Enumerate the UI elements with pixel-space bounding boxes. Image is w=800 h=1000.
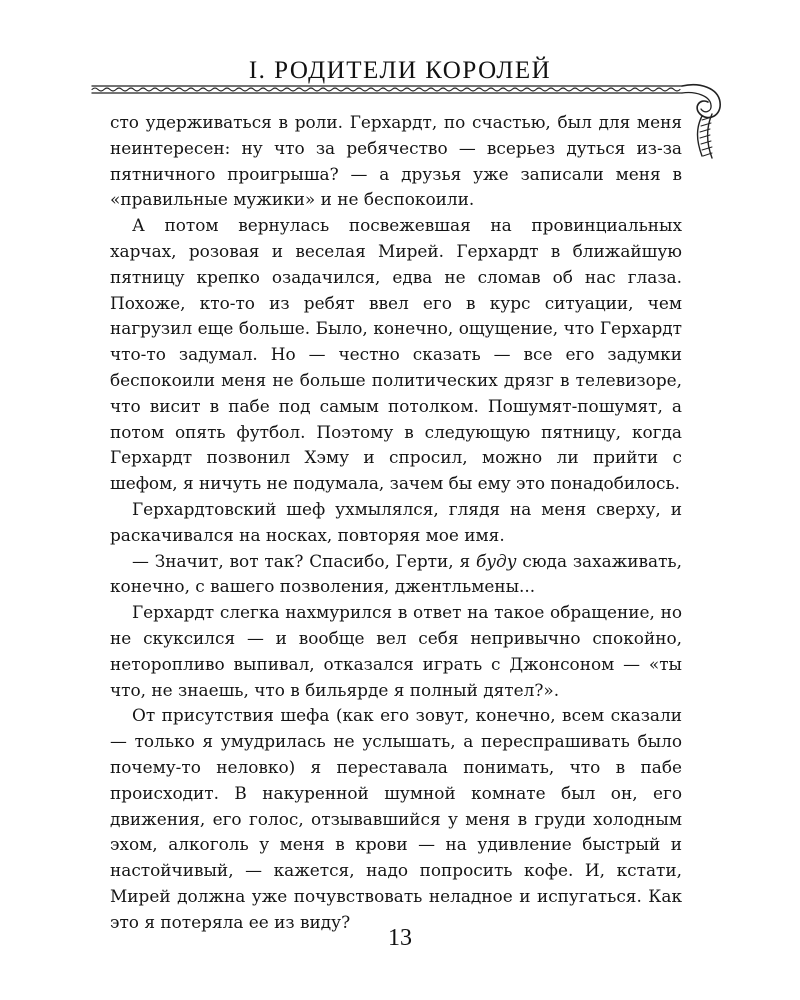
paragraph: Герхардтовский шеф ухмылялся, глядя на меня сверху, и раскачивался на носках, повторяя мое имя. (110, 498, 682, 545)
emphasized-word: буду (475, 550, 517, 571)
running-header: I. РОДИТЕЛИ КОРОЛЕЙ (248, 57, 552, 84)
dialogue-text: — Значит, вот так? Спасибо, Герти, я (132, 550, 476, 571)
body-text (110, 110, 682, 936)
dialogue-paragraph (110, 549, 682, 601)
dialogue-text: сюда захаживать, конечно, с вашего позволения, джентльмены... (110, 550, 682, 597)
paragraph: От присутствия шефа (как его зовут, конечно, всем сказали — только я умудрилась не услышать, а переспрашивать было почему-то неловко) я переставала понимать, что в пабе происходит. В накуренной шумной комнате был он, его движения, его голос, отзывавшийся у меня в груди холодным эхом, алкоголь у меня в крови — на удивление быстрый и настойчивый, — кажется, надо попросить кофе. И, кстати, Мирей должна уже почувствовать неладное и испугаться. Как это я потеряла ее из виду? (110, 705, 682, 932)
paragraph: сто удерживаться в роли. Герхардт, по счастью, был для меня неинтересен: ну что за ребячество — всерьез дуться из-за пятничного проигрыша? — а друзья уже записали меня в «правильные мужики» и не беспокоили. (110, 112, 682, 210)
page-number: 13 (388, 925, 412, 951)
paragraph: Герхардт слегка нахмурился в ответ на такое обращение, но не скуксился — и вообще вел себя непривычно спокойно, неторопливо выпивал, отказался играть с Джонсоном — «ты что, не знаешь, что в бильярде я полный дятел?». (110, 602, 682, 700)
paragraph: А потом вернулась посвежевшая на провинциальных харчах, розовая и веселая Мирей. Герхардт в ближайшую пятницу крепко озадачился, едва не сломав об нас глаза. Похоже, кто-то из ребят ввел его в курс ситуации, чем нагрузил еще больше. Было, конечно, ощущение, что Герхардт что-то задумал. Но — честно сказать — все его задумки беспокоили меня не больше политических дрязг в телевизоре, что висит в пабе под самым потолком. Пошумят-пошумят, а потом опять футбол. Поэтому в следующую пятницу, когда Герхардт позвонил Хэму и спросил, можно ли прийти с шефом, я ничуть не подумала, зачем бы ему это понадобилось. (110, 215, 682, 494)
